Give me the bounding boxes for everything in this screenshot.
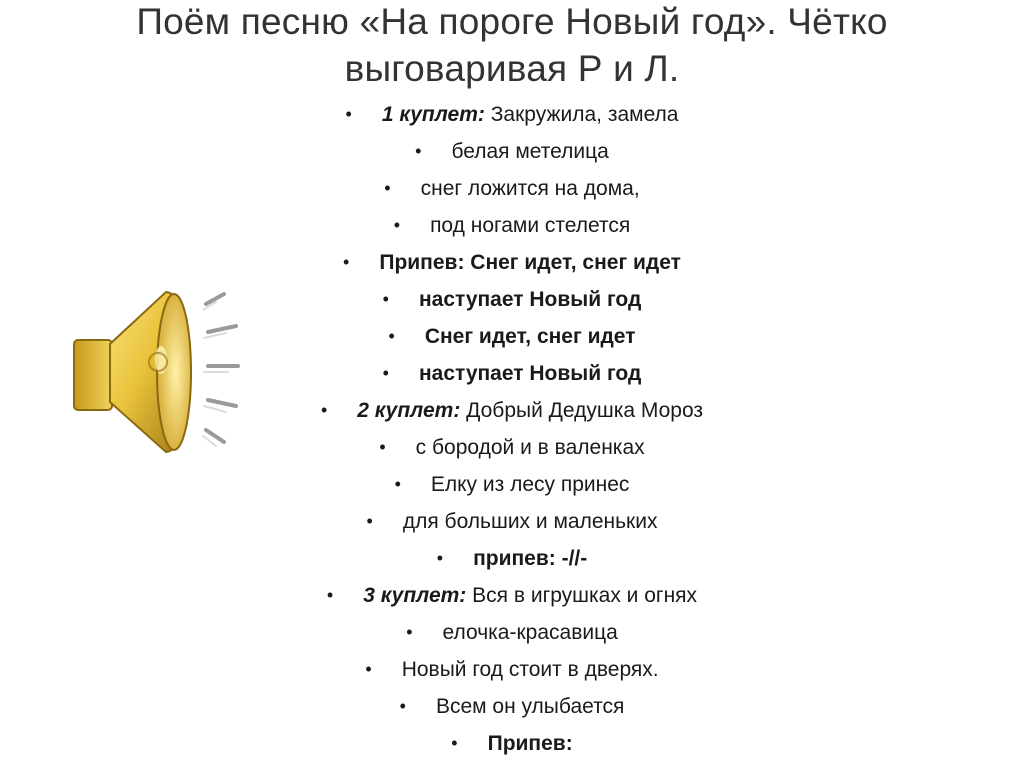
lyric-text: Елку из лесу принес: [430, 473, 630, 496]
bullet-icon: •: [393, 215, 401, 235]
verse-label: 1 куплет:: [381, 103, 485, 126]
slide-title-line-1: Поём песню «На пороге Новый год». Чётко: [136, 1, 888, 42]
lyric-text: Всем он улыбается: [435, 695, 625, 718]
bullet-icon: •: [365, 659, 372, 679]
bullet-icon: •: [388, 326, 395, 346]
lyric-text: наступает Новый год: [418, 362, 642, 385]
list-item: [0, 355, 1024, 392]
list-item: [0, 429, 1024, 466]
lyric-text: белая метелица: [451, 140, 609, 163]
list-item: [0, 133, 1024, 170]
bullet-icon: •: [384, 178, 391, 198]
lyric-text: Припев:: [487, 732, 573, 755]
lyric-text: снег ложится на дома,: [420, 177, 640, 200]
bullet-icon: •: [436, 548, 444, 568]
list-item: [0, 503, 1024, 540]
lyric-text: Припев: Снег идет, снег идет: [379, 251, 681, 274]
bullet-icon: •: [343, 252, 350, 272]
slide-title-line-2: выговаривая Р и Л.: [344, 48, 680, 89]
lyric-text: елочка-красавица: [442, 621, 618, 644]
lyric-text: наступает Новый год: [418, 288, 642, 311]
bullet-icon: •: [406, 622, 413, 642]
lyric-text: под ногами стелется: [430, 214, 631, 237]
lyric-text: Закружила, замела: [484, 103, 679, 126]
list-item: [0, 577, 1024, 614]
list-item: [0, 688, 1024, 725]
list-item: [0, 318, 1024, 355]
list-item: [0, 170, 1024, 207]
bullet-icon: •: [326, 585, 334, 605]
bullet-icon: •: [382, 289, 389, 309]
bullet-icon: •: [366, 511, 373, 531]
bullet-icon: •: [345, 104, 352, 124]
lyric-text: Новый год стоит в дверях.: [401, 658, 659, 681]
list-item: [0, 281, 1024, 318]
bullet-icon: •: [379, 437, 386, 457]
bullet-icon: •: [399, 696, 406, 716]
list-item: [0, 651, 1024, 688]
bullet-icon: •: [394, 474, 401, 494]
list-item: [0, 207, 1024, 244]
list-item: [0, 466, 1024, 503]
list-item: [0, 725, 1024, 762]
list-item: [0, 540, 1024, 577]
lyric-text: припев: -//-: [473, 547, 588, 570]
list-item: [0, 392, 1024, 429]
bullet-icon: •: [320, 400, 328, 420]
lyric-text: с бородой и в валенках: [415, 436, 645, 459]
lyric-text: Добрый Дедушка Мороз: [460, 399, 704, 422]
list-item: [0, 244, 1024, 281]
bullet-icon: •: [451, 733, 458, 753]
list-item: [0, 96, 1024, 133]
lyric-text: Вся в игрушках и огнях: [466, 584, 698, 607]
verse-label: 3 куплет:: [363, 584, 467, 607]
list-item: [0, 614, 1024, 651]
lyric-text: для больших и маленьких: [402, 510, 658, 533]
lyric-text: Снег идет, снег идет: [424, 325, 636, 348]
verse-label: 2 куплет:: [357, 399, 461, 422]
bullet-icon: •: [382, 363, 389, 383]
bullet-icon: •: [415, 141, 422, 161]
